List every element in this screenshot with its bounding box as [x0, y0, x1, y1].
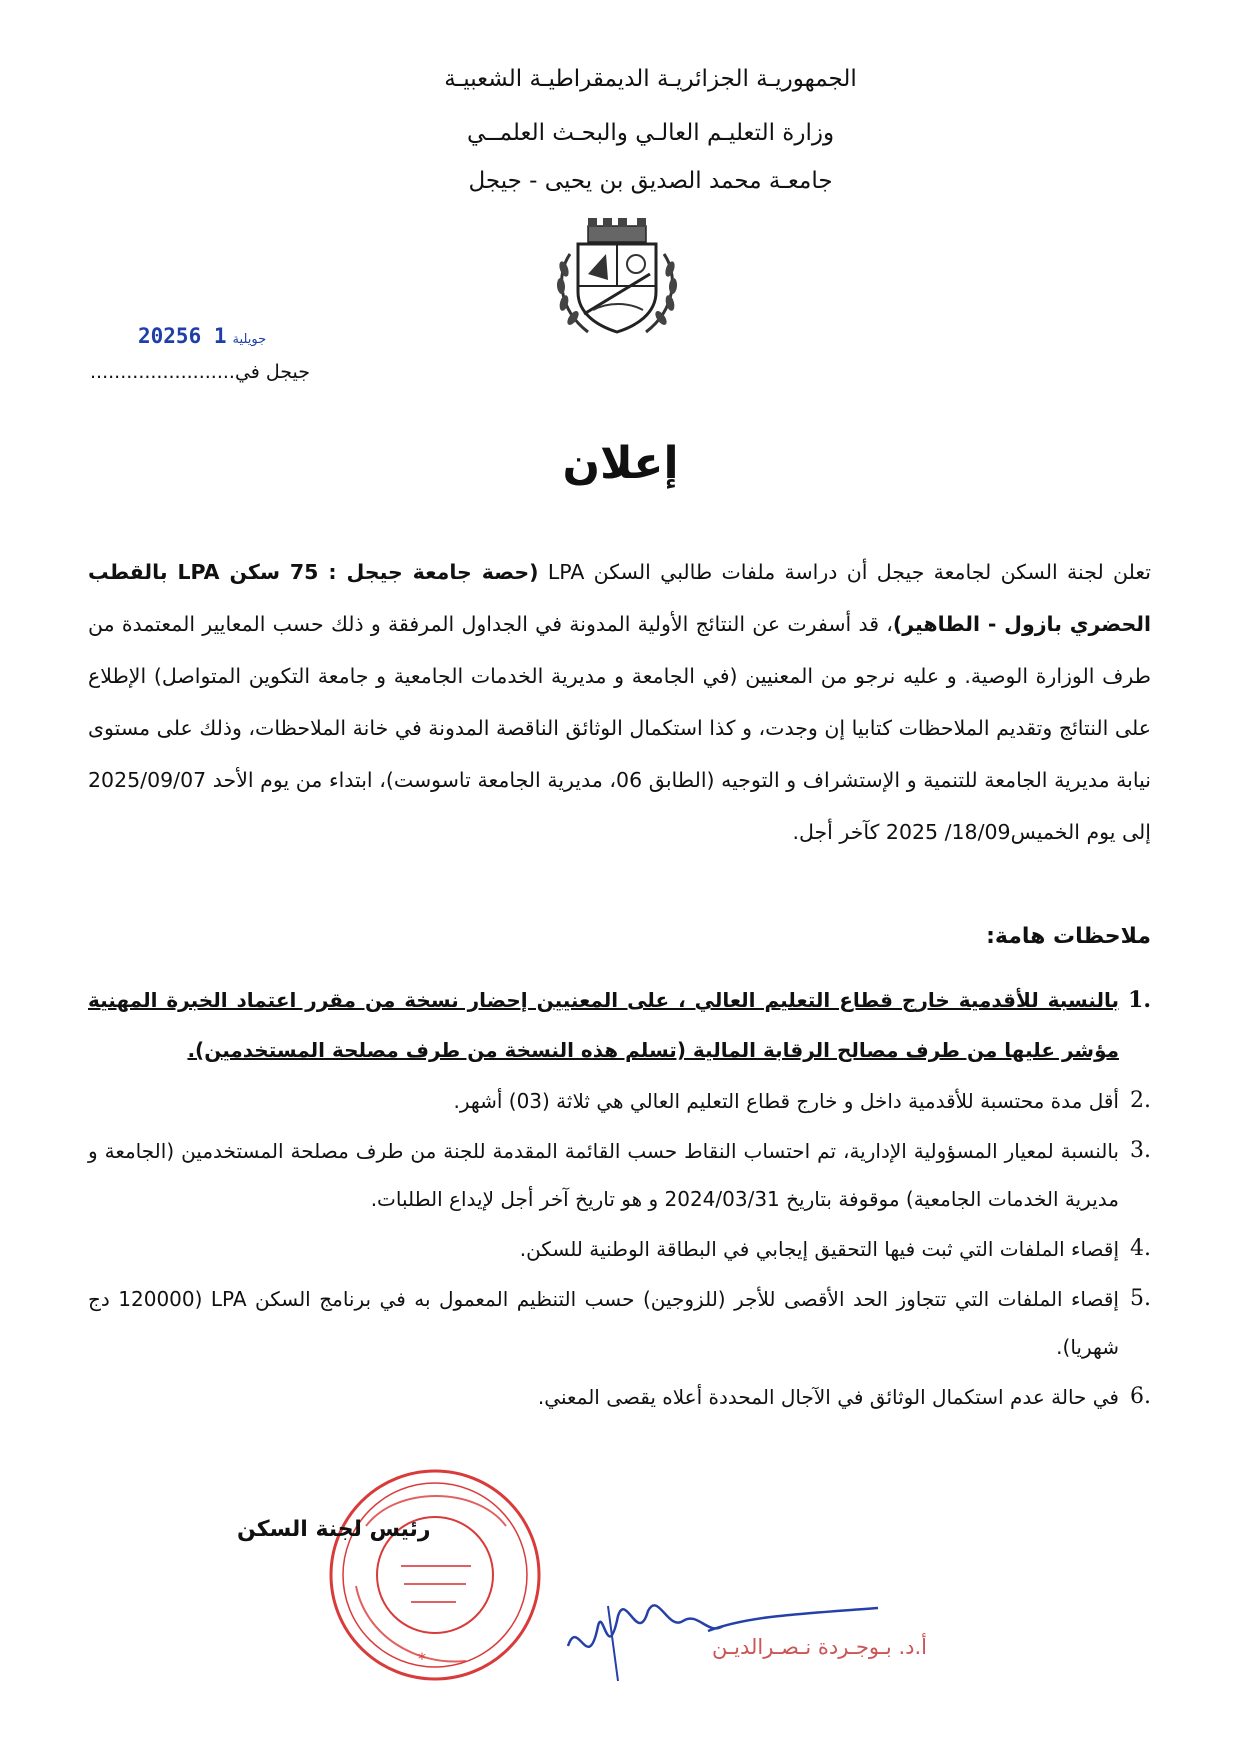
- body-text-bold: (حصة جامعة جيجل : 75 سكن LPA بالقطب الحضري بازول - الطاهير): [88, 560, 1152, 636]
- note-text: أقل مدة محتسبة للأقدمية داخل و خارج قطاع التعليم العالي هي ثلاثة (03) أشهر.: [453, 1089, 1119, 1113]
- header-university: جامعـة محمد الصديق بن يحيى - جيجل: [468, 168, 833, 194]
- header-republic: الجمهوريـة الجزائريـة الديمقراطيـة الشعبيـة: [444, 66, 857, 92]
- note-number: .1: [1128, 987, 1151, 1013]
- header-ministry: وزارة التعليـم العالـي والبحـث العلمــي: [466, 120, 835, 146]
- page-title: إعلان: [562, 438, 679, 489]
- body-text-part2: ، قد أسفرت عن النتائج الأولية المدونة في الجداول المرفقة و ذلك حسب المعايير المعتمدة من طرف الوزارة الوصية. و عليه نرجو من المعنيين (في الجامعة و مديرية الخدمات الجامعية و جامعة التكوين المتواصل) الإطلاع على النتائج وتقديم الملاحظات كتابيا إن وجدت، و كذا استكمال الوثائق الناقصة المدونة في خانة الملاحظات، وذلك على مستوى نيابة مديرية الجامعة للتنمية و الإستشراف و التوجيه (الطابق 06، مديرية الجامعة تاسوست)، ابتداء من يوم الأحد 2025/09/07 إلى يوم الخميس18/09/ 2025 كآخر أجل.: [88, 612, 1151, 844]
- date-stamp-year: 2025: [138, 324, 189, 348]
- note-number: .4: [1130, 1236, 1151, 1261]
- note-number: .5: [1130, 1286, 1151, 1311]
- document-header: [0, 0, 1241, 200]
- note-text: إقصاء الملفات التي تتجاوز الحد الأقصى للأجر (للزوجين) حسب التنظيم المعمول به في برنامج السكن LPA (120000 دج شهريا).: [88, 1287, 1119, 1359]
- committee-chair-label: رئيس لجنة السكن: [237, 1517, 431, 1542]
- signer-name: أ.د. بـوجـردة نـصـرالديـن: [712, 1635, 927, 1659]
- svg-text:*: *: [418, 1649, 426, 1668]
- university-emblem-icon: [548, 214, 686, 342]
- note-text: في حالة عدم استكمال الوثائق في الآجال المحددة أعلاه يقصى المعني.: [537, 1385, 1119, 1409]
- note-number: .3: [1130, 1138, 1151, 1163]
- list-item: [88, 1373, 1151, 1421]
- list-item: [88, 975, 1151, 1075]
- notes-list: [88, 975, 1151, 1423]
- note-number: .6: [1130, 1384, 1151, 1409]
- list-item: [88, 1225, 1151, 1273]
- announcement-body: [88, 546, 1151, 858]
- note-text: إقصاء الملفات التي ثبت فيها التحقيق إيجابي في البطاقة الوطنية للسكن.: [519, 1237, 1119, 1261]
- place-date-line: جيجل في........................: [90, 361, 311, 383]
- list-item: [88, 1077, 1151, 1125]
- body-text-part1: تعلن لجنة السكن لجامعة جيجل أن دراسة ملفات طالبي السكن LPA: [538, 560, 1151, 584]
- notes-title: ملاحظات هامة:: [986, 924, 1151, 949]
- date-stamp-day: 1 6: [188, 324, 227, 348]
- date-stamp-month: جويلية: [232, 332, 267, 347]
- official-seal-icon: [326, 1466, 544, 1684]
- list-item: [88, 1275, 1151, 1371]
- date-stamp: [138, 324, 272, 348]
- note-number: .2: [1130, 1088, 1151, 1113]
- list-item: [88, 1127, 1151, 1223]
- note-text: بالنسبة للأقدمية خارج قطاع التعليم العالي ، على المعنيين إحضار نسخة من مقرر اعتماد الخبرة المهنية مؤشر عليها من طرف مصالح الرقابة المالية (تسلم هذه النسخة من طرف مصلحة المستخدمين).: [88, 988, 1119, 1062]
- note-text: بالنسبة لمعيار المسؤولية الإدارية، تم احتساب النقاط حسب القائمة المقدمة للجنة من طرف مصلحة المستخدمين (الجامعة و مديرية الخدمات الجامعية) موقوفة بتاريخ 2024/03/31 و هو تاريخ آخر أجل لإيداع الطلبات.: [88, 1139, 1119, 1211]
